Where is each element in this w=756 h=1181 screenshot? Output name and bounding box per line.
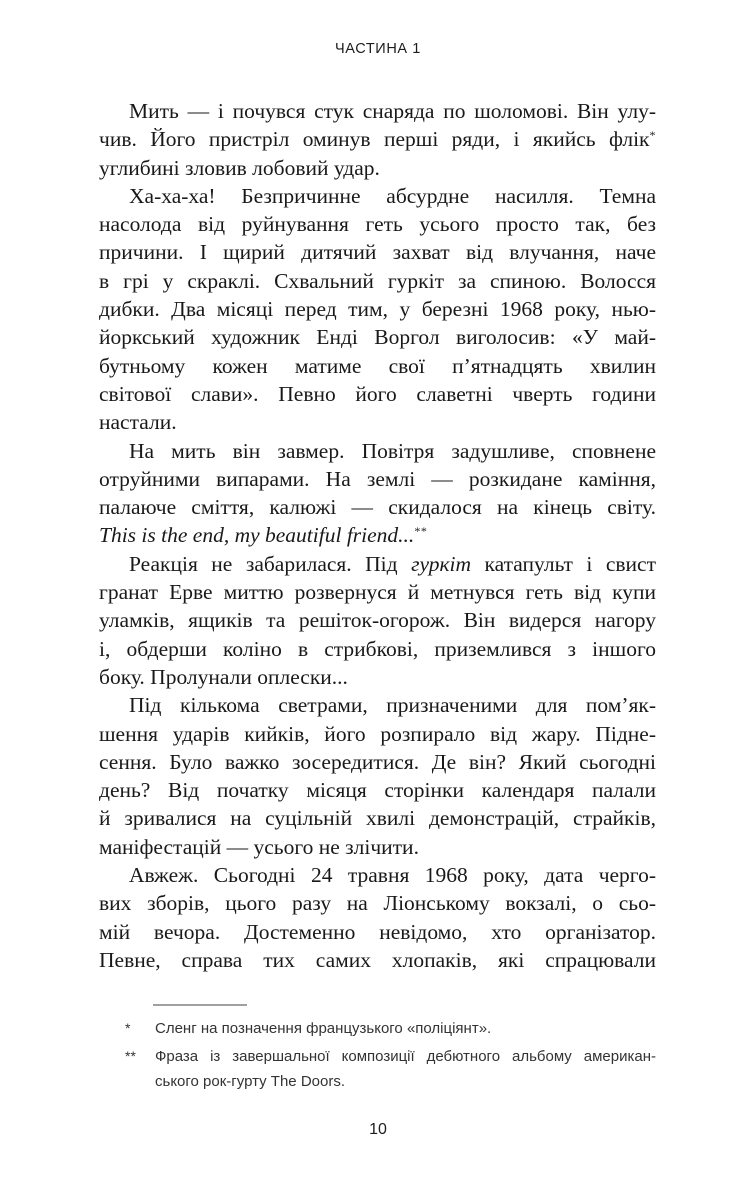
body-line — [99, 663, 656, 691]
text-segment: Під кількома светрами, призначеними для пом’як- — [129, 693, 656, 718]
body-line — [99, 465, 656, 493]
page-number: 10 — [369, 1121, 387, 1138]
body-line — [99, 295, 656, 323]
body-line — [99, 154, 656, 182]
text-segment: день? Від початку місяця сторінки календаря палали — [99, 778, 656, 803]
body-line — [99, 125, 656, 153]
body-line — [99, 833, 656, 861]
body-line — [99, 889, 656, 917]
body-line — [99, 437, 656, 465]
footnote-line: Фраза із завершальної композиції дебютного альбому американ- — [155, 1048, 656, 1065]
body-line — [99, 691, 656, 719]
paragraph — [99, 437, 656, 550]
footnote — [99, 1044, 656, 1094]
text-segment: углибині зловив лобовий удар. — [99, 155, 380, 180]
body-line — [99, 352, 656, 380]
body-line — [99, 804, 656, 832]
italic-text: This is the end, my beautiful friend... — [99, 523, 415, 548]
body-line — [99, 861, 656, 889]
text-segment: причини. І щирий дитячий захват від влучання, наче — [99, 240, 656, 265]
footnote-line: Сленг на позначення французького «поліціянт». — [155, 1020, 492, 1037]
text-segment: гранат Ерве миттю розвернуся й метнувся геть від купи — [99, 580, 656, 605]
body-line — [99, 97, 656, 125]
footnote-separator — [153, 1004, 247, 1006]
text-segment: На мить він завмер. Повітря задушливе, сповнене — [129, 438, 656, 463]
paragraph — [99, 691, 656, 861]
text-segment: вих зборів, цього разу на Ліонському вокзалі, о сьо- — [99, 891, 656, 916]
text-segment: палаюче сміття, калюжі — скидалося на кінець світу. — [99, 495, 656, 520]
footnote-text — [155, 1016, 656, 1041]
paragraph — [99, 182, 656, 437]
footnotes-section — [99, 1004, 656, 1094]
body-line — [99, 720, 656, 748]
text-segment: боку. Пролунали оплески... — [99, 664, 348, 689]
body-line — [99, 408, 656, 436]
body-line — [99, 521, 656, 549]
italic-text: гуркіт — [411, 551, 472, 576]
text-segment: сення. Було важко зосередитися. Де він? Який сьогодні — [99, 749, 656, 774]
paragraph — [99, 97, 656, 182]
footnote-reference: ** — [414, 524, 428, 539]
text-segment: насолода від руйнування геть усього просто так, без — [99, 212, 656, 237]
body-line — [99, 323, 656, 351]
paragraph — [99, 550, 656, 691]
body-line — [99, 210, 656, 238]
body-line — [99, 918, 656, 946]
paragraph — [99, 861, 656, 974]
body-line — [99, 578, 656, 606]
text-segment: шення ударів кийків, його розпирало від жару. Підне- — [99, 721, 656, 746]
footnote-text — [155, 1044, 656, 1094]
footnote-marker: ** — [125, 1048, 136, 1064]
body-line — [99, 182, 656, 210]
text-segment: світової слави». Певно його славетні чверть години — [99, 381, 656, 406]
text-segment: уламків, ящиків та решіток-огорож. Він видерся нагору — [99, 608, 656, 633]
text-segment: дибки. Два місяці перед тим, у березні 1968 року, нью- — [99, 297, 656, 322]
footnote-marker: * — [125, 1020, 131, 1036]
text-segment: мій вечора. Достеменно невідомо, хто організатор. — [99, 919, 656, 944]
text-segment: настали. — [99, 410, 177, 435]
text-segment: і, обдерши коліно в стрибкові, приземлився з іншого — [99, 636, 656, 661]
text-segment: бутньому кожен матиме свої п’ятнадцять хвилин — [99, 353, 656, 378]
body-line — [99, 550, 656, 578]
body-line — [99, 380, 656, 408]
body-line — [99, 493, 656, 521]
text-segment: йоркський художник Енді Воргол виголосив: «У май- — [99, 325, 656, 350]
footnote-reference: * — [649, 128, 656, 143]
body-line — [99, 776, 656, 804]
text-segment: в грі у скраклі. Схвальний гуркіт за спиною. Волосся — [99, 268, 656, 293]
footnotes-list — [99, 1016, 656, 1094]
running-head: ЧАСТИНА 1 — [335, 41, 421, 57]
body-text — [99, 97, 656, 974]
text-segment: й зривалися на суцільній хвилі демонстрацій, страйків, — [99, 806, 656, 831]
text-segment: Ха-ха-ха! Безпричинне абсурдне насилля. Темна — [129, 183, 656, 208]
text-segment: чив. Його пристріл оминув перші ряди, і якийсь флік — [99, 127, 650, 152]
body-line — [99, 238, 656, 266]
text-segment: Авжеж. Сьогодні 24 травня 1968 року, дата черго- — [129, 863, 656, 888]
body-line — [99, 946, 656, 974]
footnote — [99, 1016, 656, 1041]
text-segment: катапульт і свист — [471, 551, 656, 576]
text-segment: Реакція не забарилася. Під — [129, 551, 412, 576]
body-line — [99, 635, 656, 663]
text-segment: отруйними випарами. На землі — розкидане каміння, — [99, 466, 656, 491]
body-line — [99, 606, 656, 634]
text-segment: Мить — і почувся стук снаряда по шоломові. Він улу- — [129, 99, 656, 123]
body-line — [99, 748, 656, 776]
body-line — [99, 267, 656, 295]
text-segment: Певне, справа тих самих хлопаків, які спрацювали — [99, 947, 656, 972]
text-segment: маніфестацій — усього не злічити. — [99, 834, 419, 859]
footnote-line: ського рок-гурту The Doors. — [155, 1073, 345, 1090]
